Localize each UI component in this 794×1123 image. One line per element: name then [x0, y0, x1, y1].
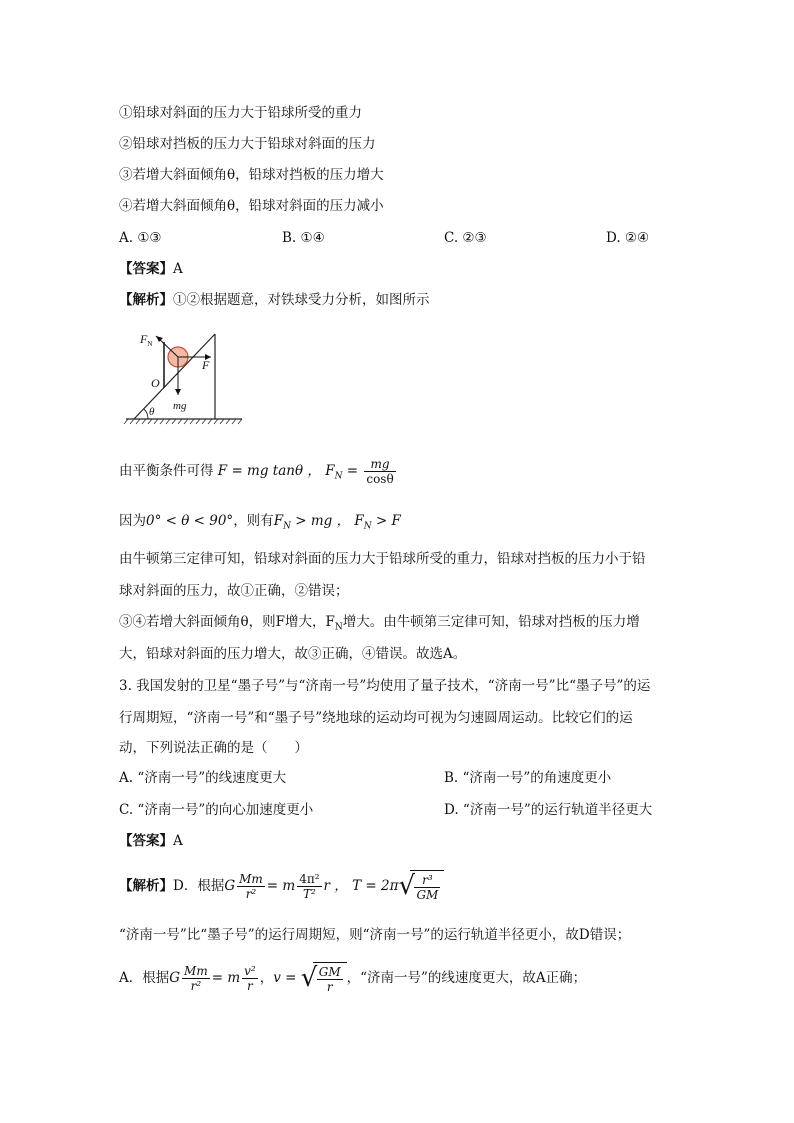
q2-analysis-label: 【解析】: [119, 292, 173, 308]
q3-f2-den: r²: [190, 979, 202, 993]
eq1-eq: =: [342, 463, 363, 479]
statement-4: ④若增大斜面倾角θ，铅球对斜面的压力减小: [119, 198, 384, 214]
q3-f1-num: Mm: [239, 872, 263, 886]
q2-answer-value: A: [173, 261, 183, 277]
q2-answer: [119, 259, 183, 279]
eq1-fn-sub: N: [334, 471, 343, 482]
eq1-fn: [325, 463, 343, 482]
q3-f1-rnum: r³: [414, 873, 440, 888]
p2-l1-rest: 增大。由牛顿第三定律可知，铅球对挡板的压力增: [342, 614, 640, 630]
q2-analysis-text: ①②根据题意，对铁球受力分析，如图所示: [173, 292, 430, 308]
label-fn-sub: N: [147, 340, 153, 348]
q3-f1-frac3: [414, 873, 440, 902]
q2-analysis-intro: [119, 290, 430, 310]
eq1-fraction: [364, 457, 395, 486]
q3-a-conclusion: ，“济南一号”的线速度更大，故A正确；: [346, 970, 587, 986]
q2-answer-label: 【答案】: [119, 261, 173, 277]
q3-stem-line-1: 3. 我国发射的卫星“墨子号”与“济南一号”均使用了量子技术，“济南一号”比“墨子号”的运: [119, 678, 651, 694]
sqrt-symbol: √: [300, 963, 318, 993]
q3-answer-value: A: [173, 833, 183, 849]
p2-l1-sub: N: [334, 622, 343, 633]
q3-option-d: D. “济南一号”的运行轨道半径更大: [444, 802, 653, 818]
q3-f2-rnum: GM: [318, 965, 341, 979]
q3-f1-g: G: [224, 878, 236, 894]
q3-d-prefix: D．根据: [173, 878, 225, 894]
label-fn: [139, 332, 152, 348]
eq1-f: F = mg tanθ ，: [217, 463, 321, 479]
q2-option-b: B. ①④: [282, 230, 325, 246]
eq2-r2-rest: > F: [371, 513, 401, 529]
q3-f2-v: v =: [273, 970, 297, 986]
q3-f1-t: T = 2π: [352, 878, 399, 894]
p2-l1-a: ③④若增大斜面倾角θ，则F增大，F: [119, 614, 335, 630]
eq2-r1-sub: N: [283, 521, 291, 532]
statement-3: ③若增大斜面倾角θ，铅球对挡板的压力增大: [119, 167, 384, 183]
paragraph-2-line-1: [119, 612, 640, 638]
q3-f2-g: G: [169, 970, 181, 986]
eq2-mid: ，则有: [233, 513, 274, 529]
eq1-fn-main: F: [325, 463, 335, 479]
q3-analysis-label: 【解析】: [119, 878, 173, 894]
label-fn-main: F: [140, 332, 148, 346]
eq2-r2-main: F: [354, 513, 364, 529]
q3-f2-frac1: [182, 964, 210, 993]
eq2-r2: [354, 513, 401, 532]
paragraph-1-line-1: 由牛顿第三定律可知，铅球对斜面的压力大于铅球所受的重力，铅球对挡板的压力小于铅: [119, 551, 646, 567]
q3-analysis-a: [119, 962, 586, 995]
q3-f1-den2: T²: [302, 887, 316, 901]
q3-f1-sqrt: [398, 870, 444, 903]
eq2-r2-sub: N: [363, 521, 372, 532]
eq1-den: cosθ: [366, 472, 394, 486]
eq2-range: 0° < θ < 90°: [146, 513, 234, 529]
q3-f2-sep: ，: [259, 970, 274, 986]
q3-f1-eq: = m: [266, 878, 296, 894]
label-mg: mg: [173, 400, 187, 412]
q3-answer-label: 【答案】: [119, 833, 173, 849]
eq1-prefix: 由平衡条件可得: [119, 463, 214, 479]
eq1-num: mg: [364, 457, 395, 472]
eq2-r1: [273, 513, 351, 532]
q2-option-c: C. ②③: [444, 230, 487, 246]
q3-f2-num2: v²: [244, 964, 256, 978]
angle-arc: [144, 409, 148, 419]
q3-f2-den2: r: [247, 979, 253, 993]
label-f: F: [202, 358, 210, 372]
q3-a-prefix: A．根据: [119, 970, 170, 986]
q3-answer: [119, 831, 183, 851]
q3-f2-sqrt: [301, 962, 347, 995]
force-diagram: [120, 322, 250, 426]
statement-1: ①铅球对斜面的压力大于铅球所受的重力: [119, 105, 362, 121]
q3-f2-frac3: [317, 965, 343, 994]
q3-f1-frac1: [237, 872, 265, 901]
q3-f1-rden: GM: [416, 888, 439, 902]
eq2-r1-rest: > mg ，: [290, 513, 351, 529]
paragraph-1-line-2: 球对斜面的压力，故①正确，②错误；: [119, 583, 349, 599]
q3-f2-rden: r: [326, 980, 333, 994]
q2-option-d: D. ②④: [606, 230, 650, 246]
equilibrium-equation: [119, 455, 398, 493]
q3-f2-eq: = m: [211, 970, 241, 986]
statement-2: ②铅球对挡板的压力大于铅球对斜面的压力: [119, 136, 376, 152]
q3-f2-frac2: [242, 964, 258, 993]
q3-analysis-d: [119, 870, 444, 903]
q3-f2-num: Mm: [184, 964, 208, 978]
q2-option-a: A. ①③: [119, 230, 162, 246]
q3-f1-r: r ，: [323, 878, 348, 894]
ground-hatching: [124, 419, 242, 424]
paragraph-2-line-2: 大，铅球对斜面的压力增大，故③正确，④错误。故选A。: [119, 646, 467, 662]
inequality-line: [119, 511, 401, 537]
q3-f1-num2: 4π²: [299, 872, 320, 886]
q3-stem-line-2: 行周期短，“济南一号”和“墨子号”绕地球的运动均可视为匀速圆周运动。比较它们的运: [119, 710, 633, 726]
sqrt-symbol: √: [398, 871, 416, 901]
eq2-r1-main: F: [273, 513, 284, 529]
q3-option-a: A. “济南一号”的线速度更大: [119, 770, 287, 786]
q3-option-c: C. “济南一号”的向心加速度更小: [119, 802, 314, 818]
q3-option-b: B. “济南一号”的角速度更小: [444, 770, 612, 786]
q3-f1-den: r²: [245, 887, 257, 901]
label-o: O: [151, 376, 160, 390]
label-theta: θ: [149, 406, 155, 418]
q3-f1-frac2: [297, 872, 321, 901]
q3-d-conclusion: “济南一号”比“墨子号”的运行周期短，则“济南一号”的运行轨道半径更小，故D错误；: [119, 927, 631, 943]
q3-stem-line-3: 动，下列说法正确的是（ ）: [119, 740, 308, 756]
eq2-prefix: 因为: [119, 513, 146, 529]
